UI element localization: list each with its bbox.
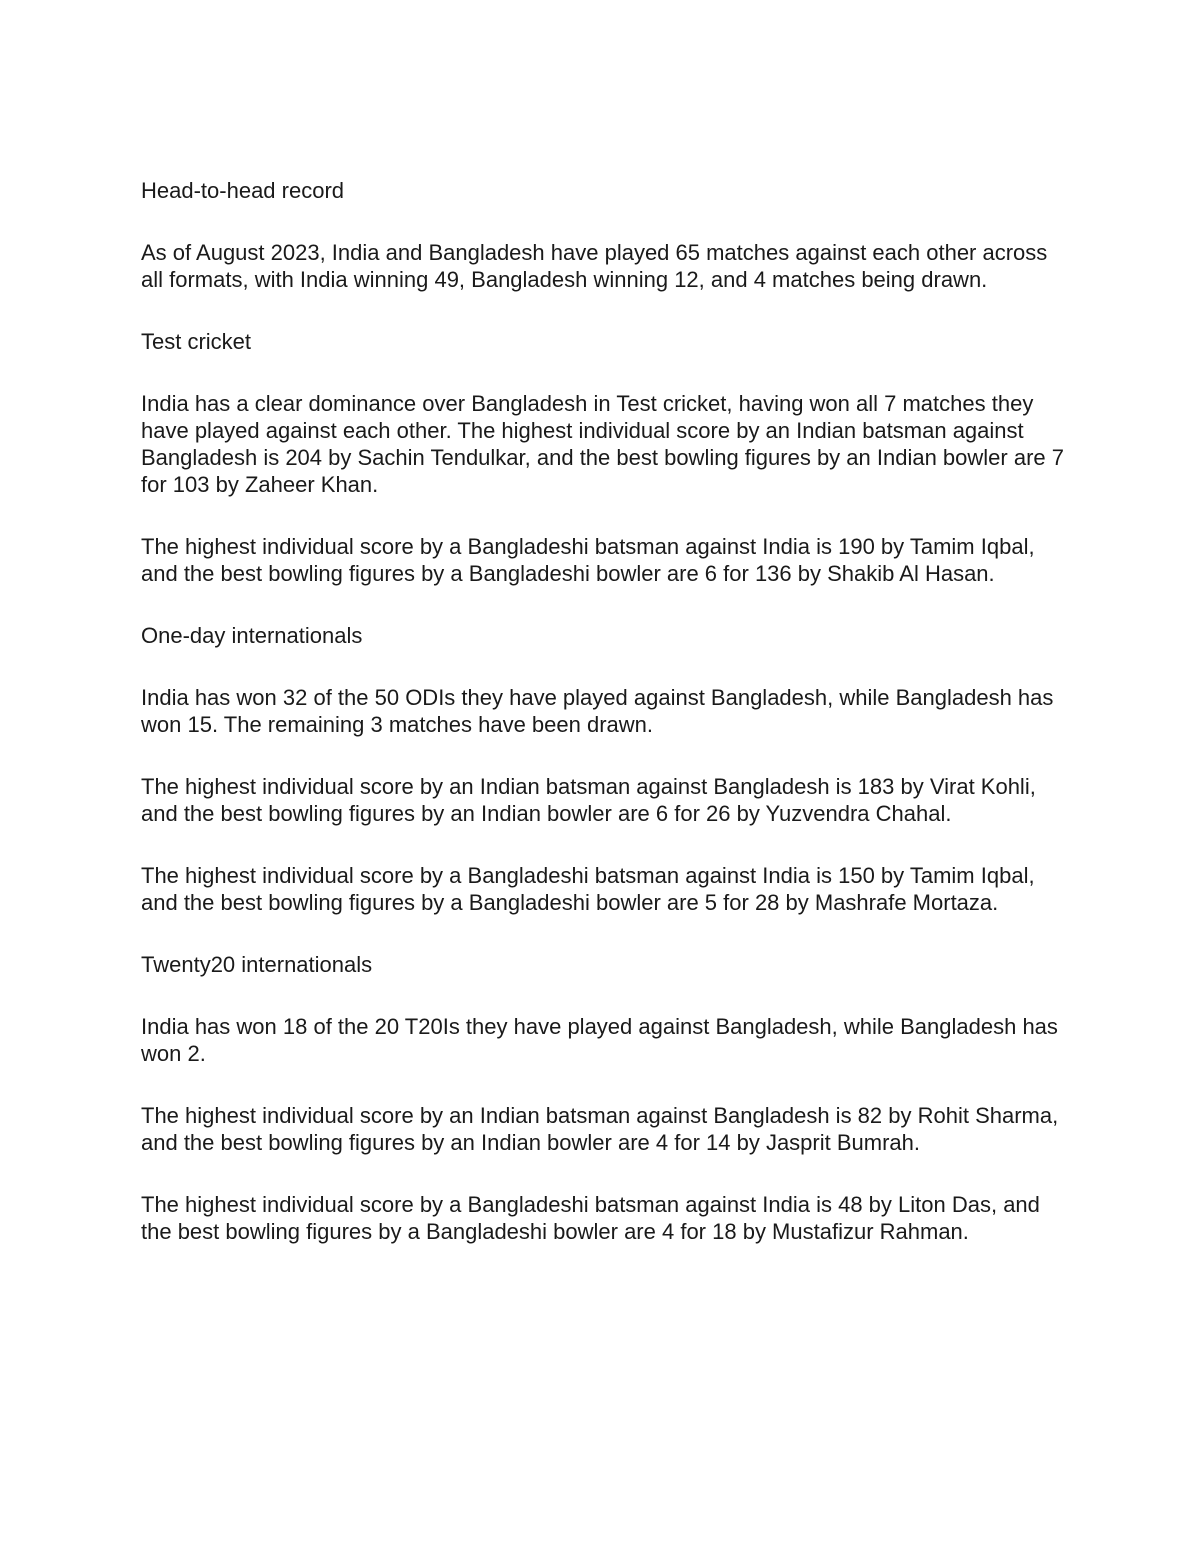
paragraph-test-bangladesh: The highest individual score by a Bangladeshi batsman against India is 190 by Tamim Iqbal, and the best bowling figures by a Bangladeshi bowler are 6 for 136 by Shakib Al Hasan. xyxy=(141,534,1035,586)
section-heading-head-to-head: Head-to-head record xyxy=(141,178,345,203)
paragraph-t20i-bangladesh: The highest individual score by a Bangladeshi batsman against India is 48 by Liton Das, and the best bowling figures by a Bangladeshi bowler are 4 for 18 by Mustafizur Rahman. xyxy=(141,1192,1040,1244)
paragraph-test-india: India has a clear dominance over Bangladesh in Test cricket, having won all 7 matches they have played against each other. The highest individual score by an Indian batsman against Bangladesh is 204 by Sachin Tendulkar, and the best bowling figures by an Indian bowler are 7 for 103 by Zaheer Khan. xyxy=(141,391,1064,497)
section-heading-test-cricket: Test cricket xyxy=(141,329,252,354)
paragraph-t20i-results: India has won 18 of the 20 T20Is they have played against Bangladesh, while Bangladesh has won 2. xyxy=(141,1014,1058,1066)
document-body xyxy=(141,177,1071,1280)
paragraph-head-to-head-summary: As of August 2023, India and Bangladesh have played 65 matches against each other across all formats, with India winning 49, Bangladesh winning 12, and 4 matches being drawn. xyxy=(141,240,1048,292)
paragraph-odi-india: The highest individual score by an Indian batsman against Bangladesh is 183 by Virat Kohli, and the best bowling figures by an Indian bowler are 6 for 26 by Yuzvendra Chahal. xyxy=(141,774,1036,826)
section-heading-odi: One-day internationals xyxy=(141,623,363,648)
paragraph-odi-bangladesh: The highest individual score by a Bangladeshi batsman against India is 150 by Tamim Iqbal, and the best bowling figures by a Bangladeshi bowler are 5 for 28 by Mashrafe Mortaza. xyxy=(141,863,1035,915)
paragraph-t20i-india: The highest individual score by an Indian batsman against Bangladesh is 82 by Rohit Sharma, and the best bowling figures by an Indian bowler are 4 for 14 by Jasprit Bumrah. xyxy=(141,1103,1059,1155)
paragraph-odi-results: India has won 32 of the 50 ODIs they have played against Bangladesh, while Bangladesh has won 15. The remaining 3 matches have been drawn. xyxy=(141,685,1054,737)
section-heading-t20i: Twenty20 internationals xyxy=(141,952,373,977)
